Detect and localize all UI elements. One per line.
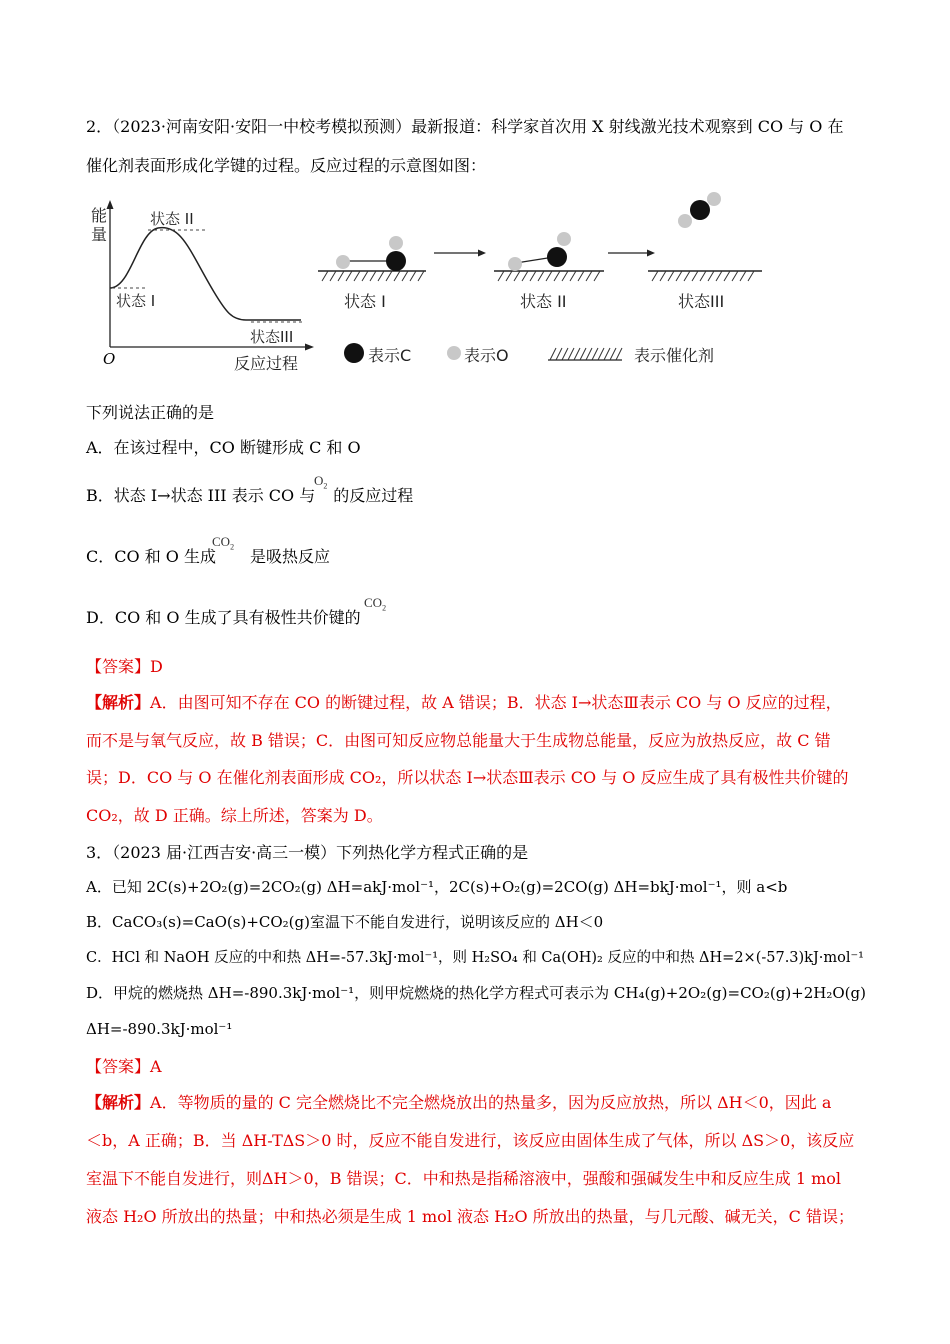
q2-option-c-formula: $CO_2$ [212, 534, 235, 552]
arrow-1-icon [478, 250, 486, 257]
q2-option-a: A．在该过程中，CO 断键形成 C 和 O [86, 438, 361, 457]
panel-state2-label: 状态 II [520, 292, 567, 311]
panel-state2 [494, 232, 604, 281]
q2-option-d: D．CO 和 O 生成了具有极性共价键的 [86, 608, 361, 627]
q3-explanation-line4: 液态 H₂O 所放出的热量；中和热必须是生成 1 mol 液态 H₂O 所放出的热量，与几元酸、碱无关，C 错误； [86, 1207, 855, 1226]
catalyst-hatch-2 [498, 271, 600, 281]
q3-explanation-line3: 室温下不能自发进行，则ΔH＞0，B 错误；C．中和热是指稀溶液中，强酸和强碱发生中和反应生成 1 mol [86, 1169, 842, 1188]
legend-catalyst-hatch [550, 348, 622, 360]
q3-option-d-line2: ΔH=-890.3kJ·mol⁻¹ [86, 1020, 233, 1038]
q2-explanation-tag: 【解析】 [86, 693, 151, 712]
q2-option-b-formula: $O_2$ [314, 473, 328, 491]
q2-prompt: 下列说法正确的是 [86, 403, 215, 422]
q3-explanation-tag: 【解析】 [86, 1093, 151, 1112]
q2-option-c-text: C．CO 和 O 生成 [86, 547, 216, 566]
catalyst-hatch-3 [652, 271, 754, 281]
energy-state3-label: 状态III [250, 328, 294, 346]
o-atom-co-2 [557, 232, 571, 246]
o-atom-co-1 [389, 236, 403, 250]
c-atom-1 [386, 251, 406, 271]
o-atom-co2-a [707, 192, 721, 206]
q2-option-b-text: B．状态 I→状态 III 表示 CO 与 [86, 486, 316, 505]
q2-stem-line2: 催化剂表面形成化学键的过程。反应过程的示意图如图： [86, 156, 487, 175]
q3-option-b: B．CaCO₃(s)=CaO(s)+CO₂(g)室温下不能自发进行，说明该反应的 ΔH＜0 [86, 913, 604, 931]
c-atom-2 [547, 247, 567, 267]
arrow-2-icon [647, 250, 655, 257]
q2-option-d-formula: $CO_2$ [364, 595, 387, 613]
origin-label: O [103, 350, 116, 368]
q2-answer: 【答案】D [86, 657, 163, 676]
q3-explanation-text1: A．等物质的量的 C 完全燃烧比不完全燃烧放出的热量多，因为反应放热，所以 ΔH＜0，因此 a [150, 1093, 832, 1112]
reaction-figure [86, 192, 766, 381]
legend-c-icon [344, 343, 364, 363]
catalyst-hatch-1 [322, 271, 424, 281]
o-atom-free-1 [336, 255, 350, 269]
c-atom-co2 [690, 200, 710, 220]
panel-state1-label: 状态 I [344, 292, 386, 311]
o-atom-co2-b [678, 214, 692, 228]
q2-stem-line1: 2．（2023·河南安阳·安阳一中校考模拟预测）最新报道：科学家首次用 X 射线激光技术观察到 CO 与 O 在 [86, 117, 844, 136]
q3-explanation-line2: ＜b，A 正确；B．当 ΔH-TΔS＞0 时，反应不能自发进行，该反应由固体生成了气体，所以 ΔS＞0，该反应 [86, 1131, 855, 1150]
q3-explanation-line1 [86, 1093, 831, 1113]
q3-option-d-line1: D．甲烷的燃烧热 ΔH=-890.3kJ·mol⁻¹，则甲烷燃烧的热化学方程式可表示为 CH₄(g)+2O₂(g)=CO₂(g)+2H₂O(g) [86, 984, 866, 1002]
q2-explanation-line2: 而不是与氧气反应，故 B 错误；C．由图可知反应物总能量大于生成物总能量，反应为放热反应，故 C 错 [86, 731, 831, 750]
q3-stem: 3．（2023 届·江西吉安·高三一模）下列热化学方程式正确的是 [86, 843, 529, 862]
o-atom-free-2 [508, 257, 522, 271]
q2-explanation-line1 [86, 693, 842, 713]
q2-option-b [86, 486, 413, 506]
panel-state3 [648, 192, 762, 281]
q2-explanation-text1: A．由图可知不存在 CO 的断键过程，故 A 错误；B．状态 Ⅰ→状态Ⅲ表示 CO 与 O 反应的过程， [150, 693, 842, 712]
q2-option-c-tail: 是吸热反应 [249, 547, 330, 566]
q2-explanation-line3: 误；D．CO 与 O 在催化剂表面形成 CO₂，所以状态 Ⅰ→状态Ⅲ表示 CO 与 O 反应生成了具有极性共价键的 [86, 768, 849, 787]
legend-c-label: 表示C [368, 346, 412, 365]
q2-explanation-line4: CO₂，故 D 正确。综上所述，答案为 D。 [86, 806, 383, 825]
panel-state3-label: 状态III [678, 292, 725, 311]
q3-option-a: A．已知 2C(s)+2O₂(g)=2CO₂(g) ΔH=akJ·mol⁻¹，2C(s)+O₂(g)=2CO(g) ΔH=bkJ·mol⁻¹，则 a<b [86, 878, 788, 896]
q2-option-c [86, 547, 330, 567]
legend-o-label: 表示O [464, 346, 509, 365]
q3-answer: 【答案】A [86, 1057, 162, 1076]
q3-option-c: C．HCl 和 NaOH 反应的中和热 ΔH=-57.3kJ·mol⁻¹，则 H₂SO₄ 和 Ca(OH)₂ 反应的中和热 ΔH=2×(-57.3)kJ·mol⁻¹ [86, 950, 864, 966]
x-axis-arrow-icon [305, 344, 314, 351]
energy-state2-label: 状态 II [150, 210, 194, 228]
x-axis-label: 反应过程 [234, 354, 299, 373]
legend-catalyst-label: 表示催化剂 [634, 346, 715, 365]
q2-option-b-tail: 的反应过程 [333, 486, 414, 505]
legend-o-icon [447, 346, 461, 360]
energy-state1-label: 状态 I [116, 292, 156, 310]
y-axis-label: 能量 [91, 206, 108, 244]
panel-state1 [318, 236, 426, 281]
